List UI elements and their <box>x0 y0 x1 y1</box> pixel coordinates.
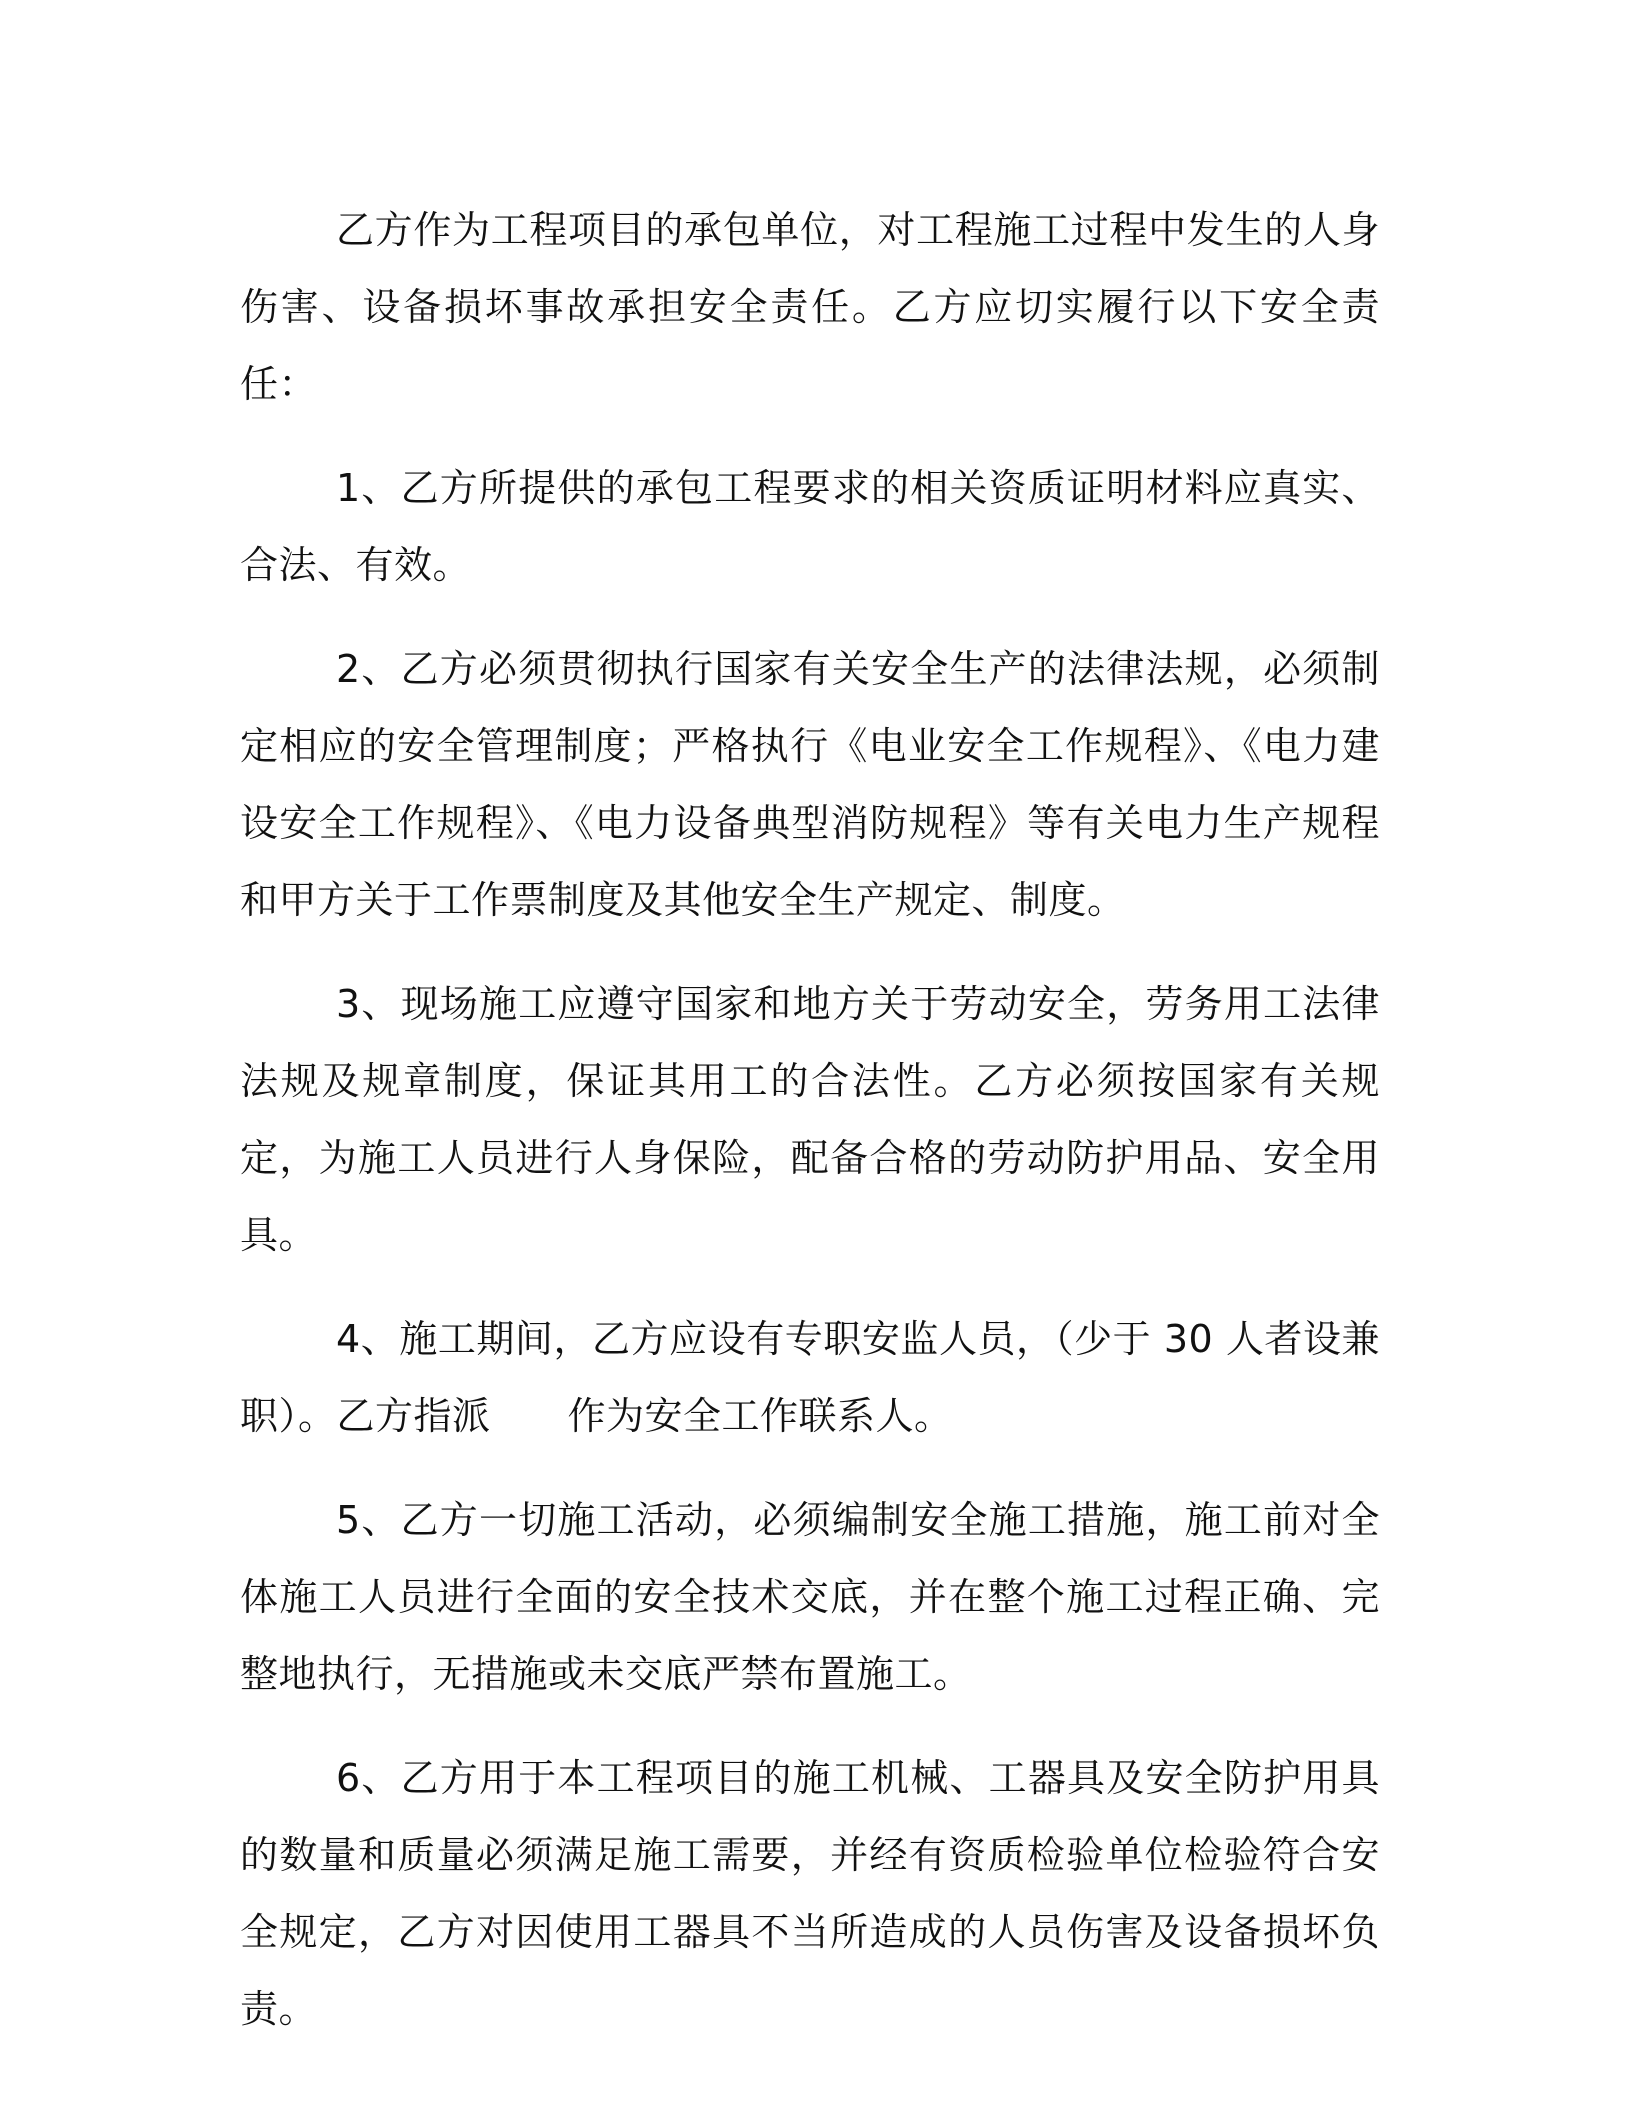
paragraph-item-3: 3、现场施工应遵守国家和地方关于劳动安全，劳务用工法律法规及规章制度，保证其用工的合法性。乙方必须按国家有关规定，为施工人员进行人身保险，配备合格的劳动防护用品、安全用具。 <box>240 982 1380 1257</box>
paragraph-item-5: 5、乙方一切施工活动，必须编制安全施工措施，施工前对全体施工人员进行全面的安全技术交底，并在整个施工过程正确、完整地执行，无措施或未交底严禁布置施工。 <box>240 1498 1380 1696</box>
paragraph-item-2: 2、乙方必须贯彻执行国家有关安全生产的法律法规，必须制定相应的安全管理制度；严格执行《电业安全工作规程》、《电力建设安全工作规程》、《电力设备典型消防规程》等有关电力生产规程和甲方关于工作票制度及其他安全生产规定、制度。 <box>240 647 1380 922</box>
paragraph-intro: 乙方作为工程项目的承包单位，对工程施工过程中发生的人身伤害、设备损坏事故承担安全责任。乙方应切实履行以下安全责任： <box>240 208 1380 406</box>
paragraph-item-6: 6、乙方用于本工程项目的施工机械、工器具及安全防护用具的数量和质量必须满足施工需要，并经有资质检验单位检验符合安全规定，乙方对因使用工器具不当所造成的人员伤害及设备损坏负责。 <box>240 1756 1380 2031</box>
paragraph-item-1: 1、乙方所提供的承包工程要求的相关资质证明材料应真实、合法、有效。 <box>240 466 1380 587</box>
document-body <box>240 192 1380 2048</box>
paragraph-item-4: 4、施工期间，乙方应设有专职安监人员，（少于 30 人者设兼职）。乙方指派 作为安全工作联系人。 <box>240 1317 1380 1438</box>
